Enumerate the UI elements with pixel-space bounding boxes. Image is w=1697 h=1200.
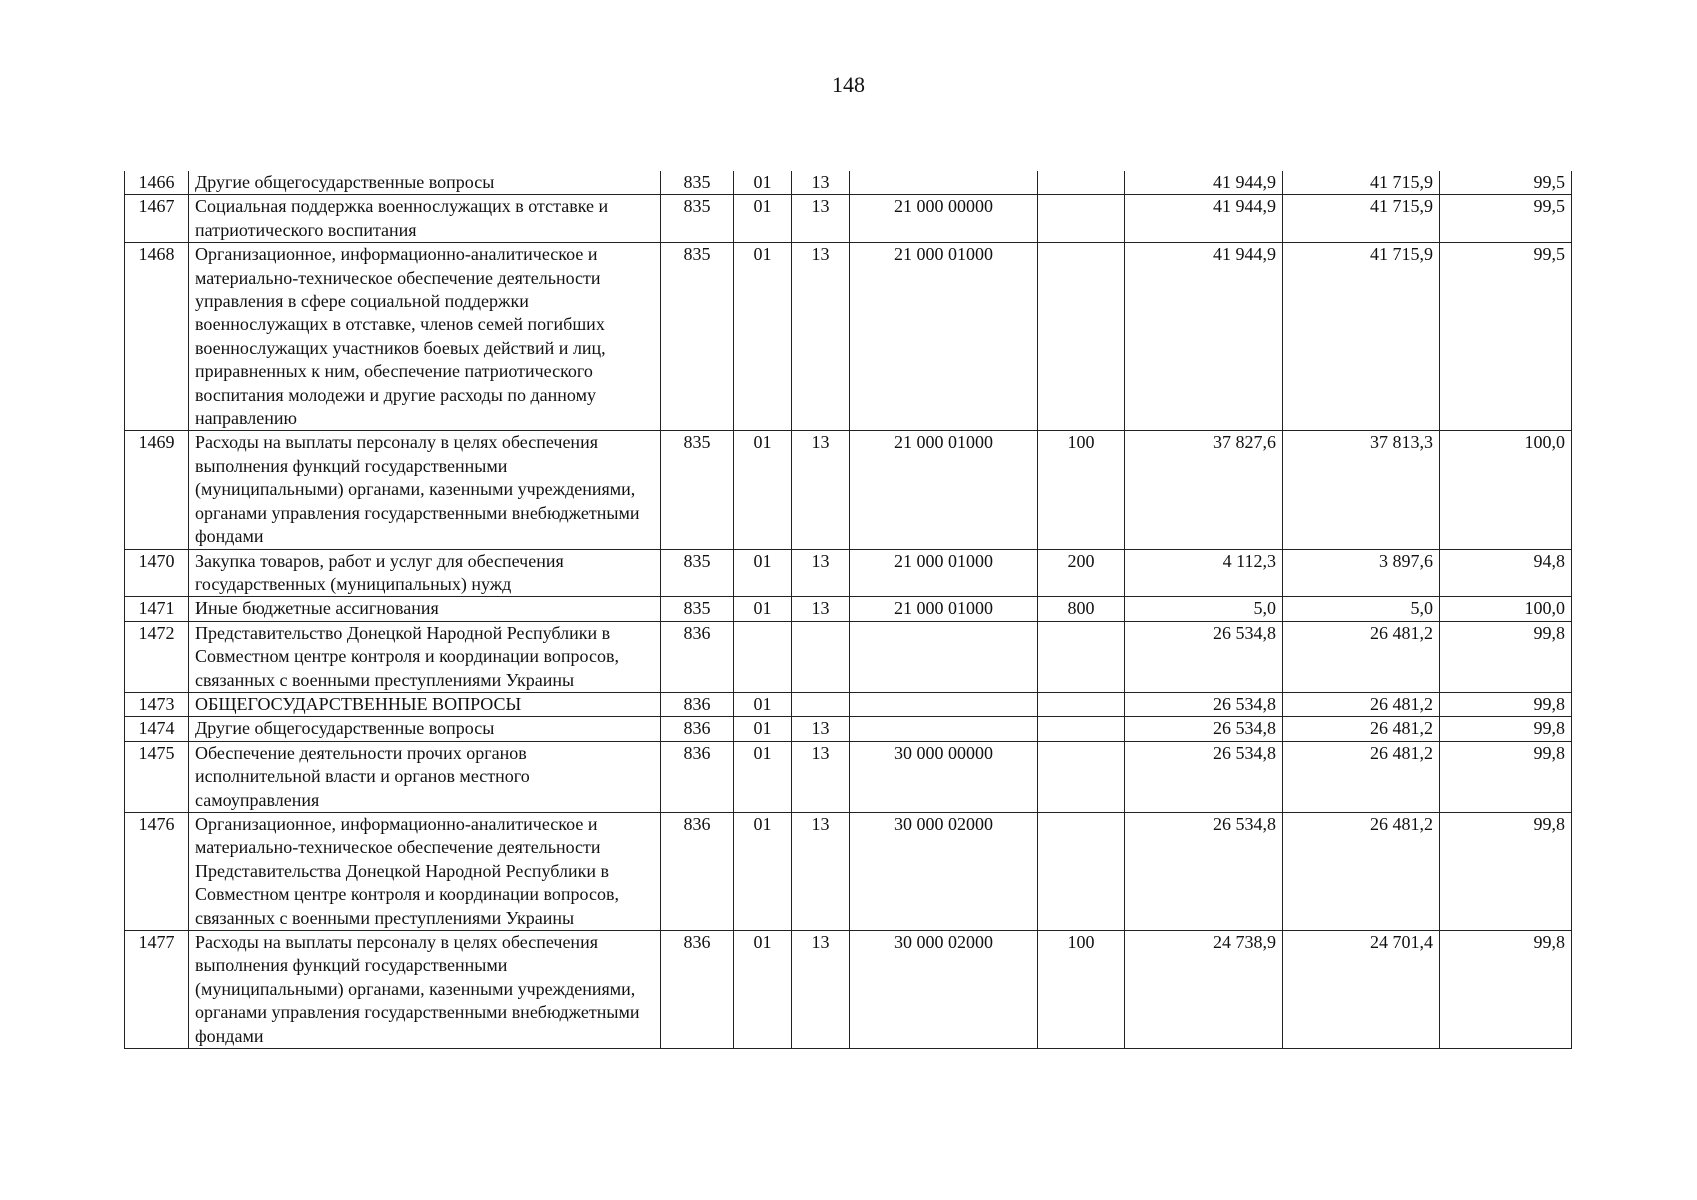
actual-amount-cell: 26 481,2: [1283, 741, 1440, 812]
planned-amount-cell: 26 534,8: [1125, 692, 1283, 716]
subsection-code-cell: [792, 621, 850, 692]
actual-amount-cell: 41 715,9: [1283, 171, 1440, 195]
department-code-cell: 835: [661, 549, 734, 597]
table-body: [125, 171, 1572, 1049]
expense-type-cell: 100: [1038, 931, 1125, 1049]
department-code-cell: 835: [661, 597, 734, 621]
subsection-code-cell: 13: [792, 171, 850, 195]
execution-percent-cell: 99,5: [1440, 195, 1572, 243]
item-name-cell: Представительство Донецкой Народной Республики в Совместном центре контроля и координации вопросов, связанных с военными преступлениями Украины: [189, 621, 661, 692]
subsection-code-cell: 13: [792, 931, 850, 1049]
section-code-cell: 01: [734, 431, 792, 549]
department-code-cell: 836: [661, 717, 734, 741]
table-row: [125, 549, 1572, 597]
target-article-cell: 21 000 01000: [850, 549, 1038, 597]
target-article-cell: 30 000 02000: [850, 931, 1038, 1049]
planned-amount-cell: 26 534,8: [1125, 741, 1283, 812]
expense-type-cell: 800: [1038, 597, 1125, 621]
expense-type-cell: [1038, 812, 1125, 930]
target-article-cell: [850, 717, 1038, 741]
item-name-cell: Социальная поддержка военнослужащих в отставке и патриотического воспитания: [189, 195, 661, 243]
target-article-cell: 30 000 00000: [850, 741, 1038, 812]
execution-percent-cell: 99,8: [1440, 931, 1572, 1049]
department-code-cell: 835: [661, 431, 734, 549]
subsection-code-cell: 13: [792, 243, 850, 431]
expense-type-cell: [1038, 195, 1125, 243]
target-article-cell: 21 000 01000: [850, 597, 1038, 621]
page-number: 148: [832, 72, 865, 97]
expense-type-cell: [1038, 243, 1125, 431]
row-number-cell: 1473: [125, 692, 189, 716]
expense-type-cell: 100: [1038, 431, 1125, 549]
actual-amount-cell: 26 481,2: [1283, 621, 1440, 692]
actual-amount-cell: 41 715,9: [1283, 243, 1440, 431]
item-name-cell: Другие общегосударственные вопросы: [189, 171, 661, 195]
actual-amount-cell: 26 481,2: [1283, 812, 1440, 930]
section-code-cell: 01: [734, 597, 792, 621]
item-name-cell: ОБЩЕГОСУДАРСТВЕННЫЕ ВОПРОСЫ: [189, 692, 661, 716]
table-row: [125, 431, 1572, 549]
row-number-cell: 1475: [125, 741, 189, 812]
subsection-code-cell: 13: [792, 195, 850, 243]
execution-percent-cell: 99,5: [1440, 171, 1572, 195]
table-row: [125, 741, 1572, 812]
department-code-cell: 836: [661, 741, 734, 812]
planned-amount-cell: 41 944,9: [1125, 243, 1283, 431]
target-article-cell: [850, 621, 1038, 692]
section-code-cell: 01: [734, 812, 792, 930]
department-code-cell: 836: [661, 812, 734, 930]
section-code-cell: 01: [734, 692, 792, 716]
execution-percent-cell: 99,8: [1440, 692, 1572, 716]
item-name-cell: Расходы на выплаты персоналу в целях обеспечения выполнения функций государственными (муниципальными) органами, казенными учреждениями, органами управления государственными внебюджетными фондами: [189, 931, 661, 1049]
table-row: [125, 171, 1572, 195]
subsection-code-cell: 13: [792, 549, 850, 597]
subsection-code-cell: 13: [792, 717, 850, 741]
subsection-code-cell: [792, 692, 850, 716]
row-number-cell: 1471: [125, 597, 189, 621]
target-article-cell: 30 000 02000: [850, 812, 1038, 930]
execution-percent-cell: 99,8: [1440, 812, 1572, 930]
subsection-code-cell: 13: [792, 741, 850, 812]
section-code-cell: [734, 621, 792, 692]
target-article-cell: 21 000 01000: [850, 243, 1038, 431]
actual-amount-cell: 41 715,9: [1283, 195, 1440, 243]
execution-percent-cell: 94,8: [1440, 549, 1572, 597]
row-number-cell: 1477: [125, 931, 189, 1049]
table-row: [125, 717, 1572, 741]
table-row: [125, 812, 1572, 930]
actual-amount-cell: 37 813,3: [1283, 431, 1440, 549]
section-code-cell: 01: [734, 931, 792, 1049]
table-row: [125, 621, 1572, 692]
row-number-cell: 1474: [125, 717, 189, 741]
planned-amount-cell: 24 738,9: [1125, 931, 1283, 1049]
execution-percent-cell: 99,8: [1440, 717, 1572, 741]
execution-percent-cell: 99,8: [1440, 621, 1572, 692]
execution-percent-cell: 99,5: [1440, 243, 1572, 431]
table-row: [125, 195, 1572, 243]
item-name-cell: Организационное, информационно-аналитическое и материально-техническое обеспечение деятельности Представительства Донецкой Народной Республики в Совместном центре контроля и координации вопросов, связанных с военными преступлениями Украины: [189, 812, 661, 930]
target-article-cell: 21 000 01000: [850, 431, 1038, 549]
execution-percent-cell: 100,0: [1440, 431, 1572, 549]
item-name-cell: Закупка товаров, работ и услуг для обеспечения государственных (муниципальных) нужд: [189, 549, 661, 597]
section-code-cell: 01: [734, 195, 792, 243]
section-code-cell: 01: [734, 243, 792, 431]
department-code-cell: 836: [661, 931, 734, 1049]
actual-amount-cell: 26 481,2: [1283, 717, 1440, 741]
expense-type-cell: [1038, 741, 1125, 812]
department-code-cell: 836: [661, 692, 734, 716]
item-name-cell: Обеспечение деятельности прочих органов исполнительной власти и органов местного самоуправления: [189, 741, 661, 812]
row-number-cell: 1476: [125, 812, 189, 930]
planned-amount-cell: 26 534,8: [1125, 717, 1283, 741]
planned-amount-cell: 4 112,3: [1125, 549, 1283, 597]
row-number-cell: 1472: [125, 621, 189, 692]
planned-amount-cell: 5,0: [1125, 597, 1283, 621]
expense-type-cell: 200: [1038, 549, 1125, 597]
execution-percent-cell: 100,0: [1440, 597, 1572, 621]
department-code-cell: 835: [661, 195, 734, 243]
execution-percent-cell: 99,8: [1440, 741, 1572, 812]
actual-amount-cell: 3 897,6: [1283, 549, 1440, 597]
table-row: [125, 692, 1572, 716]
section-code-cell: 01: [734, 171, 792, 195]
row-number-cell: 1469: [125, 431, 189, 549]
section-code-cell: 01: [734, 549, 792, 597]
item-name-cell: Расходы на выплаты персоналу в целях обеспечения выполнения функций государственными (муниципальными) органами, казенными учреждениями, органами управления государственными внебюджетными фондами: [189, 431, 661, 549]
actual-amount-cell: 5,0: [1283, 597, 1440, 621]
section-code-cell: 01: [734, 717, 792, 741]
department-code-cell: 835: [661, 243, 734, 431]
actual-amount-cell: 24 701,4: [1283, 931, 1440, 1049]
planned-amount-cell: 26 534,8: [1125, 621, 1283, 692]
subsection-code-cell: 13: [792, 431, 850, 549]
actual-amount-cell: 26 481,2: [1283, 692, 1440, 716]
department-code-cell: 836: [661, 621, 734, 692]
expense-type-cell: [1038, 692, 1125, 716]
subsection-code-cell: 13: [792, 812, 850, 930]
table-row: [125, 243, 1572, 431]
subsection-code-cell: 13: [792, 597, 850, 621]
expense-type-cell: [1038, 717, 1125, 741]
row-number-cell: 1468: [125, 243, 189, 431]
table-row: [125, 931, 1572, 1049]
target-article-cell: [850, 692, 1038, 716]
planned-amount-cell: 41 944,9: [1125, 171, 1283, 195]
table-row: [125, 597, 1572, 621]
expense-type-cell: [1038, 621, 1125, 692]
department-code-cell: 835: [661, 171, 734, 195]
planned-amount-cell: 37 827,6: [1125, 431, 1283, 549]
row-number-cell: 1470: [125, 549, 189, 597]
item-name-cell: Иные бюджетные ассигнования: [189, 597, 661, 621]
planned-amount-cell: 41 944,9: [1125, 195, 1283, 243]
planned-amount-cell: 26 534,8: [1125, 812, 1283, 930]
target-article-cell: [850, 171, 1038, 195]
item-name-cell: Другие общегосударственные вопросы: [189, 717, 661, 741]
expense-type-cell: [1038, 171, 1125, 195]
budget-table: [124, 171, 1572, 1049]
item-name-cell: Организационное, информационно-аналитическое и материально-техническое обеспечение деятельности управления в сфере социальной поддержки военнослужащих в отставке, членов семей погибших военнослужащих участников боевых действий и лиц, приравненных к ним, обеспечение патриотического воспитания молодежи и другие расходы по данному направлению: [189, 243, 661, 431]
target-article-cell: 21 000 00000: [850, 195, 1038, 243]
row-number-cell: 1466: [125, 171, 189, 195]
row-number-cell: 1467: [125, 195, 189, 243]
section-code-cell: 01: [734, 741, 792, 812]
